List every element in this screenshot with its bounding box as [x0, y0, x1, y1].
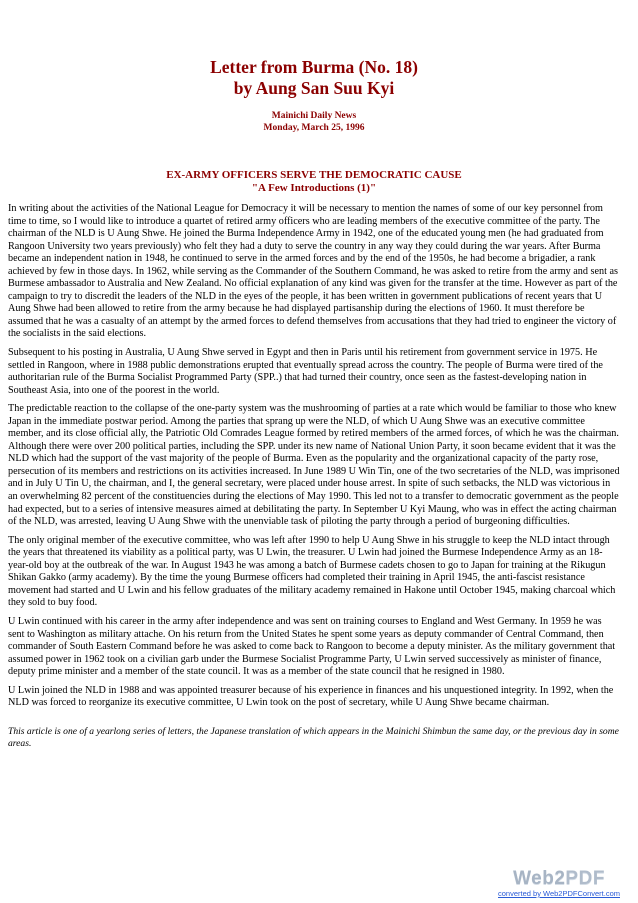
paragraph-5: U Lwin continued with his career in the army after independence and was sent on training courses to England and West Germany. In 1959 he was sent to Washington as military attache. On his return from the United States he spent some years as deputy commander of Central Command, then commander of South Eastern Command before he was asked to come back to Rangoon to become a deputy minister. As the military government that assumed power in 1962 took on a civilian garb under the Burmese Socialist Programme Party, U Lwin served successively as minister of finance, deputy prime minister and a member of the state council. It was as a member of the state council that he resigned in 1980.: [8, 615, 616, 678]
article-body: [8, 203, 620, 710]
title-line-2: by Aung San Suu Kyi: [233, 78, 395, 98]
publication-info: [8, 110, 620, 134]
converter-link[interactable]: converted by Web2PDFConvert.com: [498, 889, 620, 898]
logo-accent-text: PDF: [565, 868, 605, 889]
section-heading-main: EX-ARMY OFFICERS SERVE THE DEMOCRATIC CAUSE: [166, 169, 462, 181]
paragraph-2: Subsequent to his posting in Australia, U Aung Shwe served in Egypt and then in Paris until his retirement from government service in 1975. He settled in Rangoon, where in 1988 public demonstrations erupted that eventually spread across the country. The people of Burma were tired of the authoritarian rule of the Burma Socialist Programmed Party (SPP..) that had turned their country, once seen as the fastest-developing nation in Southeast Asia, into one of the poorest in the world.: [8, 347, 603, 396]
section-heading: [8, 169, 620, 195]
article-footnote: This article is one of a yearlong series of letters, the Japanese translation of which appears in the Mainichi Shimbun the same day, or the previous day in some areas.: [8, 725, 619, 750]
paragraph-6: U Lwin joined the NLD in 1988 and was appointed treasurer because of his experience in finances and his unquestioned integrity. In 1992, when the NLD was forced to reorganize its executive committee, U Lwin took on the post of secretary, while U Aung Shwe became chairman.: [8, 684, 614, 709]
web2pdf-badge: [490, 869, 628, 899]
paragraph-4: The only original member of the executive committee, who was left after 1990 to help U Aung Shwe in his struggle to keep the NLD intact through the years that threatened its viability as a political party, was U Lwin, the treasurer. U Lwin had joined the Burmese Independence Army as an 18-year-old boy at the outbreak of the war. In August 1943 he was among a batch of Burmese cadets chosen to go to Japan for training at the Rikugun Shikan Gakko (army academy). By the time the young Burmese officers had completed their training in April 1945, the anti-fascist resistance movement had started and U Lwin and his fellow graduates of the military academy remained in Hakone until October 1945, making charcoal which they sold to buy food.: [8, 534, 616, 609]
publication-date: Monday, March 25, 1996: [263, 123, 365, 133]
article-title: [8, 57, 620, 99]
paragraph-3: The predictable reaction to the collapse of the one-party system was the mushrooming of parties at a rate which would be familiar to those who knew Japan in the immediate postwar period. Among the parties that sprang up were the NLD, of which U Aung Shwe was an executive committee member, and its close official ally, the Patriotic Old Comrades League formed by retired members of the armed forces, of which he was the chairman. Although there were over 200 political parties, including the SPP. under its new name of National Union Party, it soon became evident that it was the NLD which had the support of the vast majority of the people of Burma. Even as the popularity and the organizational capacity of the party rose, persecution of its members and restrictions on its activities increased. In June 1989 U Win Tin, one of the two secretaries of the NLD, was imprisoned and in July U Tin U, the chairman, and I, the general secretary, were placed under house arrest. In spite of such setbacks, the NLD was victorious in an overwhelming 82 percent of the constituencies during the elections of May 1990. This led not to a transfer to democratic government as the people had expected, but to a series of intensive measures aimed at debilitating the party. In September U Kyi Maung, who was in effect the acting chairman of the NLD, was arrested, leaving U Aung Shwe with the unenviable task of piloting the party through a period of burgeoning difficulties.: [8, 403, 620, 528]
web2pdf-logo: [490, 869, 628, 889]
logo-main-text: Web2: [513, 868, 566, 889]
paragraph-1: In writing about the activities of the National League for Democracy it will be necessary to mention the names of some of our key personnel from time to time, so I would like to introduce a quartet of retired army officers who are leading members of the executive committee of the party. The chairman of the NLD is U Aung Shwe. He joined the Burma Independence Army in 1942, one of the educated young men (he had graduated from Rangoon University two years previously) who felt they had a duty to serve the country in any way they could during the war years. After Burma became an independent nation in 1948, he continued to serve in the armed forces and by the end of the 1950s, he had become a brigadier, a rank achieved by few in those days. In 1962, while serving as the Commander of the Southern Command, he was asked to retire from the army and sent as Burmese ambassador to Australia and New Zealand. No official explanation of any kind was given for the transfer at the time. However as part of the campaign to try to discredit the leaders of the NLD in the eyes of the people, it has been written in government publications of recent years that U Aung Shwe had been allowed to retire from the army because he had displayed partisanship during the elections of 1960. It must therefore be assumed that he was a casualty of an attempt by the armed forces to defend themselves from accusations that they had tried to engineer the victory of the socialists in the said elections.: [8, 203, 618, 340]
publication-name: Mainichi Daily News: [271, 111, 357, 121]
document-page: [8, 0, 620, 751]
title-line-1: Letter from Burma (No. 18): [210, 57, 418, 77]
section-heading-sub: "A Few Introductions (1)": [251, 182, 377, 194]
